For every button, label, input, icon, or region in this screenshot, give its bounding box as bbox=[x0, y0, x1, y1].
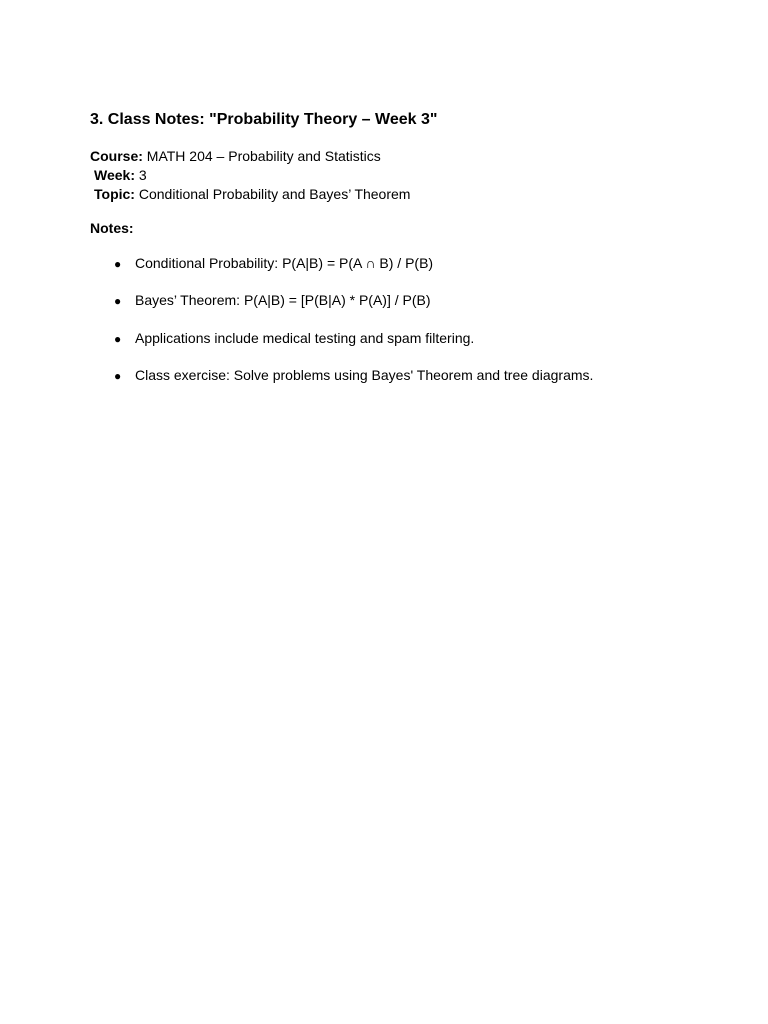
bullet-icon: ● bbox=[114, 257, 122, 271]
course-line bbox=[90, 147, 381, 165]
note-text: Conditional Probability: P(A|B) = P(A ∩ B) / P(B) bbox=[135, 255, 434, 271]
topic-label: Topic: bbox=[94, 186, 135, 202]
note-item-bayes-theorem bbox=[114, 291, 431, 310]
note-text: Applications include medical testing and spam filtering. bbox=[135, 330, 475, 346]
bullet-icon: ● bbox=[114, 332, 122, 346]
week-line bbox=[94, 166, 147, 184]
topic-value: Conditional Probability and Bayes’ Theorem bbox=[138, 186, 411, 202]
note-text: Bayes’ Theorem: P(A|B) = [P(B|A) * P(A)] / P(B) bbox=[135, 292, 431, 308]
note-text: Class exercise: Solve problems using Bayes' Theorem and tree diagrams. bbox=[135, 367, 594, 383]
notes-heading: Notes: bbox=[90, 220, 134, 236]
week-label: Week: bbox=[94, 167, 135, 183]
course-value: MATH 204 – Probability and Statistics bbox=[146, 148, 381, 164]
topic-line bbox=[94, 185, 410, 203]
document-title: 3. Class Notes: "Probability Theory – Week 3" bbox=[90, 111, 438, 128]
bullet-icon: ● bbox=[114, 369, 122, 383]
bullet-icon: ● bbox=[114, 294, 122, 308]
note-item-applications bbox=[114, 329, 474, 348]
course-label: Course: bbox=[90, 148, 143, 164]
week-value: 3 bbox=[138, 167, 147, 183]
note-item-conditional-probability bbox=[114, 254, 433, 273]
note-item-class-exercise bbox=[114, 366, 593, 385]
